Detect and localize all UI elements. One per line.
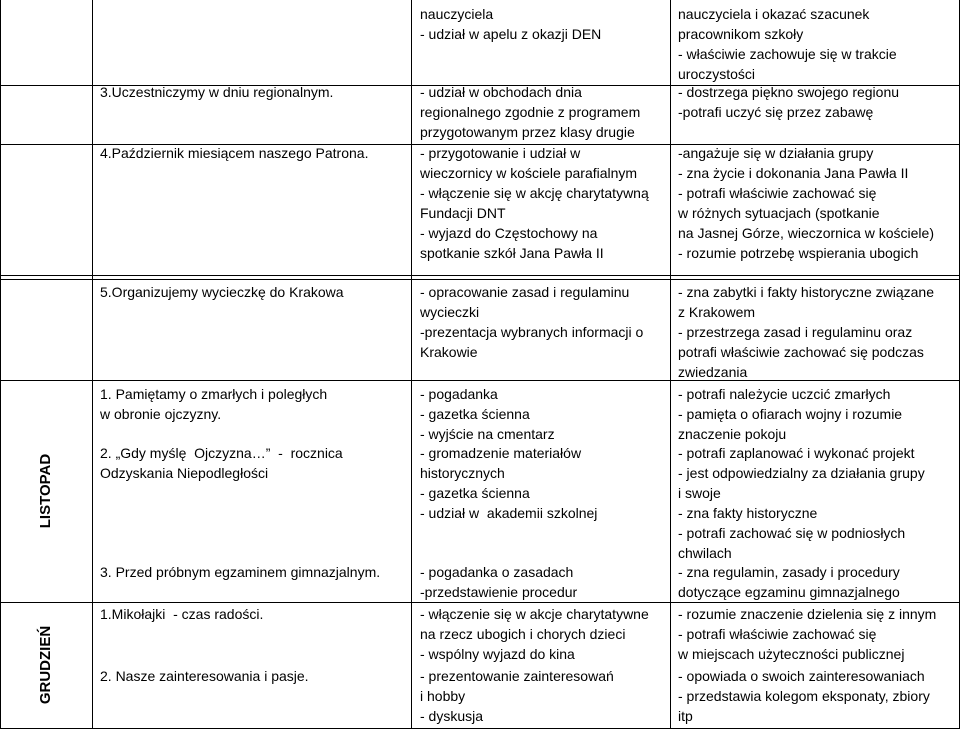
table-border-mid-section [0, 279, 960, 280]
cell-line: - gazetka ścienna [420, 406, 530, 422]
row-6-topic [100, 562, 405, 582]
cell-line: itp [678, 708, 693, 724]
row-4-activities [420, 384, 665, 444]
row-5-topic [100, 443, 405, 483]
cell-line: na rzecz ubogich i chorych dzieci [420, 626, 626, 642]
row-1-activities [420, 82, 665, 142]
cell-line: przygotowanym przez klasy drugie [420, 124, 635, 140]
cell-line: nauczyciela [420, 6, 494, 22]
row-5-outcomes [678, 443, 956, 563]
cell-line: 4.Październik miesiącem naszego Patrona. [100, 145, 369, 161]
cell-line: 1. Pamiętamy o zmarłych i poległych [100, 386, 328, 402]
row-8-outcomes [678, 666, 956, 726]
cell-line: Krakowie [420, 344, 478, 360]
cell-line: -potrafi uczyć się przez zabawę [678, 104, 874, 120]
cell-line: - potrafi zachować się w podniosłych [678, 525, 906, 541]
cell-line: - przygotowanie i udział w [420, 145, 581, 161]
row-3-topic [100, 282, 405, 302]
cell-line: - rozumie potrzebę wspierania ubogich [678, 245, 919, 261]
cell-line: 3. Przed próbnym egzaminem gimnazjalnym. [100, 564, 381, 580]
column-border [92, 0, 93, 729]
cell-line: w obronie ojczyzny. [100, 406, 222, 422]
cell-line: - potrafi należycie uczcić zmarłych [678, 386, 891, 402]
month-label-grudzien: GRUDZIEŃ [37, 625, 54, 705]
cell-line: - wyjazd do Częstochowy na [420, 225, 598, 241]
cell-line: -angażuje się w działania grupy [678, 145, 874, 161]
cell-line: - pamięta o ofiarach wojny i rozumie [678, 406, 903, 422]
cell-line: - jest odpowiedzialny za działania grupy [678, 465, 925, 481]
row-1-outcomes [678, 82, 956, 122]
cell-line: - wspólny wyjazd do kina [420, 646, 575, 662]
cell-line: - rozumie znaczenie dzielenia się z innym [678, 606, 937, 622]
cell-line: -przedstawienie procedur [420, 584, 578, 600]
cell-line: znaczenie pokoju [678, 426, 787, 442]
cell-line: pracownikom szkoły [678, 26, 804, 42]
cell-line: w miejscach użyteczności publicznej [678, 646, 905, 662]
row-4-outcomes [678, 384, 956, 444]
row-3-outcomes [678, 282, 956, 382]
column-border [670, 0, 671, 729]
cell-line: - potrafi zaplanować i wykonać projekt [678, 445, 915, 461]
cell-line: - udział w akademii szkolnej [420, 505, 598, 521]
row-2-activities [420, 143, 665, 263]
cell-line: - zna zabytki i fakty historyczne związane [678, 284, 934, 300]
cell-line: i swoje [678, 485, 721, 501]
row-6-activities [420, 562, 665, 602]
cell-line: - dostrzega piękno swojego regionu [678, 84, 900, 100]
cell-line: z Krakowem [678, 304, 756, 320]
row-7-outcomes [678, 604, 956, 664]
cell-line: - udział w obchodach dnia [420, 84, 582, 100]
cell-line: - udział w apelu z okazji DEN [420, 26, 602, 42]
cell-line: uroczystości [678, 66, 756, 82]
cell-line: 2. „Gdy myślę Ojczyzna…” - rocznica [100, 445, 343, 461]
cell-line: - pogadanka [420, 386, 498, 402]
cell-line: - dyskusja [420, 708, 484, 724]
column-border [411, 0, 412, 729]
cell-line: - zna życie i dokonania Jana Pawła II [678, 165, 909, 181]
row-2-outcomes [678, 143, 956, 263]
row-3-activities [420, 282, 665, 362]
cell-line: - gromadzenie materiałów [420, 445, 582, 461]
cell-line: -prezentacja wybranych informacji o [420, 324, 644, 340]
row-4-topic [100, 384, 405, 424]
cell-line: - włączenie się w akcje charytatywne [420, 606, 649, 622]
row-2-topic [100, 143, 405, 163]
cell-line: - prezentowanie zainteresowań [420, 668, 614, 684]
cell-line: zwiedzania [678, 364, 748, 380]
cell-line: i hobby [420, 688, 466, 704]
cell-line: - zna regulamin, zasady i procedury [678, 564, 900, 580]
row-0-activities [420, 4, 665, 44]
cell-line: - pogadanka o zasadach [420, 564, 574, 580]
row-7-topic [100, 604, 405, 624]
cell-line: - potrafi właściwie zachować się [678, 185, 877, 201]
row-8-activities [420, 666, 665, 726]
month-label-listopad: LISTOPAD [36, 453, 54, 529]
cell-line: - przestrzega zasad i regulaminu oraz [678, 324, 913, 340]
cell-line: - zna fakty historyczne [678, 505, 818, 521]
cell-line: - opracowanie zasad i regulaminu [420, 284, 630, 300]
row-5-activities [420, 443, 665, 523]
cell-line: wycieczki [420, 304, 480, 320]
cell-line: - wyjście na cmentarz [420, 426, 555, 442]
cell-line: - włączenie się w akcję charytatywną [420, 185, 649, 201]
cell-line: 5.Organizujemy wycieczkę do Krakowa [100, 284, 344, 300]
row-0-outcomes [678, 4, 956, 84]
cell-line: - właściwie zachowuje się w trakcie [678, 46, 897, 62]
cell-line: historycznych [420, 465, 505, 481]
row-1-topic [100, 82, 405, 102]
cell-line: na Jasnej Górze, wieczornica w kościele) [678, 225, 934, 241]
row-8-topic [100, 666, 405, 686]
cell-line: 2. Nasze zainteresowania i pasje. [100, 668, 309, 684]
cell-line: w różnych sytuacjach (spotkanie [678, 205, 880, 221]
cell-line: wieczornicy w kościele parafialnym [420, 165, 638, 181]
cell-line: potrafi właściwie zachować się podczas [678, 344, 924, 360]
cell-line: regionalnego zgodnie z programem [420, 104, 641, 120]
cell-line: chwilach [678, 545, 732, 561]
cell-line: Fundacji DNT [420, 205, 506, 221]
cell-line: Odzyskania Niepodległości [100, 465, 269, 481]
cell-line: dotyczące egzaminu gimnazjalnego [678, 584, 900, 600]
table-border-top-section [0, 275, 960, 276]
cell-line: - opowiada o swoich zainteresowaniach [678, 668, 925, 684]
cell-line: nauczyciela i okazać szacunek [678, 6, 870, 22]
cell-line: - potrafi właściwie zachować się [678, 626, 877, 642]
row-6-outcomes [678, 562, 956, 602]
cell-line: 3.Uczestniczymy w dniu regionalnym. [100, 84, 334, 100]
row-7-activities [420, 604, 665, 664]
month-border [0, 602, 960, 603]
cell-line: - przedstawia kolegom eksponaty, zbiory [678, 688, 930, 704]
cell-line: spotkanie szkół Jana Pawła II [420, 245, 604, 261]
cell-line: 1.Mikołajki - czas radości. [100, 606, 264, 622]
cell-line: - gazetka ścienna [420, 485, 530, 501]
